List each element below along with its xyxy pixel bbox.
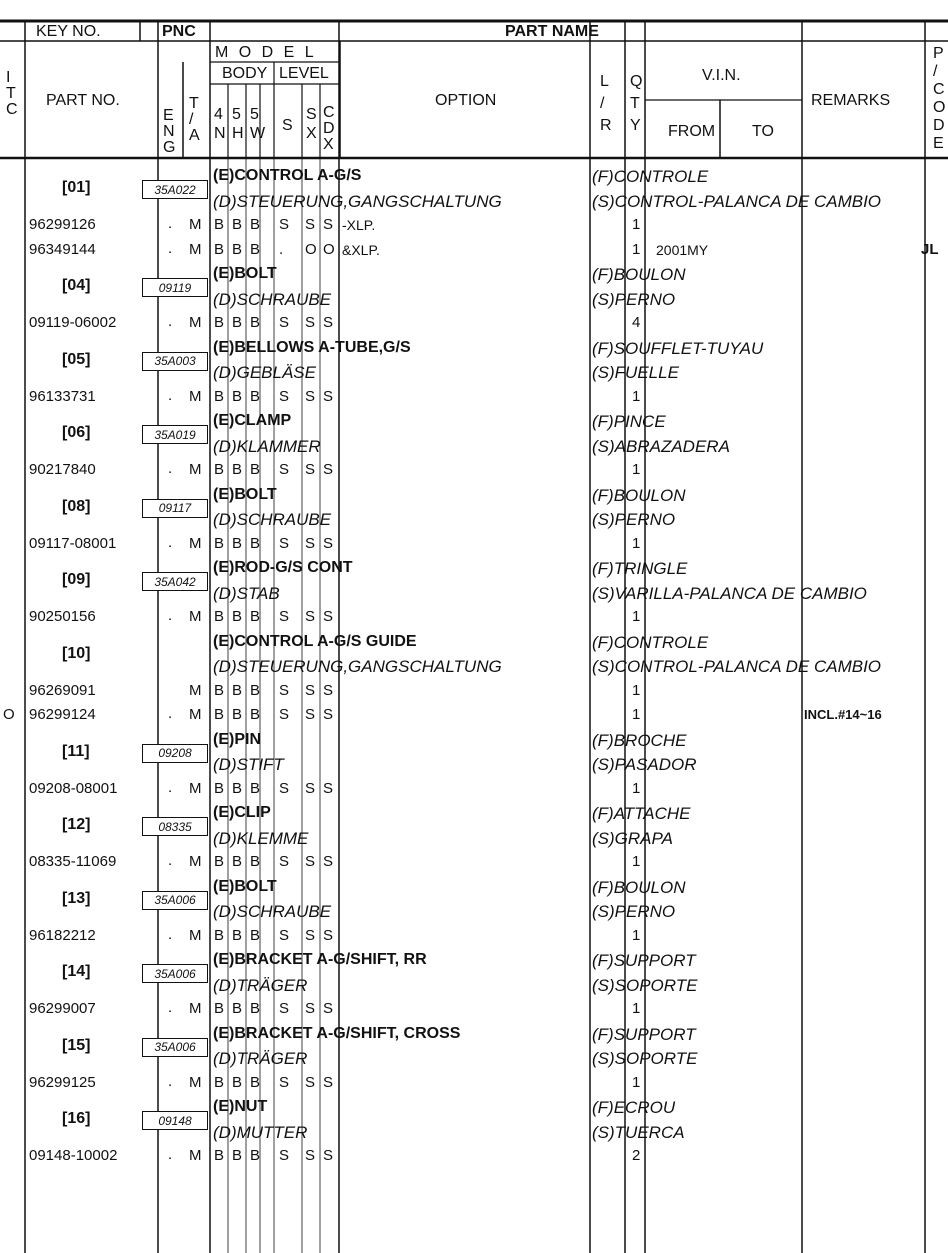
ta-value: M — [189, 216, 202, 233]
pnc-box: 35A019 — [142, 425, 208, 444]
name-f: (F)TRINGLE — [592, 559, 688, 578]
model-value: S — [279, 853, 290, 870]
pcode-value: JL — [921, 240, 939, 258]
level-cdx-header: D — [323, 120, 335, 137]
model-value: S — [305, 706, 316, 723]
ta-value: M — [189, 461, 202, 478]
name-s: (S)TUERCA — [592, 1122, 685, 1142]
remarks-header: REMARKS — [811, 92, 891, 109]
part-number: 96299125 — [29, 1073, 96, 1091]
name-d: (D)MUTTER — [213, 1122, 308, 1142]
part-number: 09117-08001 — [29, 534, 117, 552]
model-value: B — [214, 240, 225, 258]
model-value: S — [323, 534, 334, 552]
model-value: B — [232, 706, 243, 723]
key-number: [05] — [62, 350, 91, 368]
name-e: (E)NUT — [213, 1098, 268, 1115]
model-value: B — [214, 461, 225, 478]
part-no-header: PART NO. — [46, 92, 120, 109]
model-value: B — [250, 779, 261, 797]
qty-value: 1 — [632, 853, 641, 870]
name-e: (E)BELLOWS A-TUBE,G/S — [213, 338, 411, 356]
model-value: B — [250, 1147, 261, 1164]
eng-value: . — [168, 533, 173, 551]
pcode-header: E — [933, 135, 944, 152]
eng-value: . — [168, 778, 173, 796]
name-d: (D)KLAMMER — [213, 436, 321, 456]
name-d: (D)STEUERUNG,GANGSCHALTUNG — [213, 657, 502, 676]
name-s: (S)CONTROL-PALANCA DE CAMBIO — [592, 657, 882, 676]
lr-header: R — [600, 117, 612, 134]
model-value: B — [214, 216, 225, 233]
name-s: (S)VARILLA-PALANCA DE CAMBIO — [592, 583, 867, 603]
model-value: S — [305, 779, 316, 797]
model-value: S — [323, 681, 334, 699]
eng-header: N — [163, 123, 175, 140]
key-number: [10] — [62, 644, 91, 662]
name-f: (F)BOULON — [592, 877, 686, 897]
option-header: OPTION — [435, 92, 497, 109]
qty-header: T — [630, 95, 640, 112]
ta-header: / — [189, 111, 194, 128]
model-value: B — [232, 1147, 243, 1164]
name-d: (D)GEBLÄSE — [213, 363, 316, 382]
itc-header: C — [6, 101, 18, 118]
pcode-header: / — [933, 63, 938, 80]
model-value: S — [279, 1147, 290, 1164]
name-e: (E)PIN — [213, 730, 261, 748]
model-value: B — [214, 314, 225, 331]
key-number: [16] — [62, 1110, 91, 1127]
model-value: S — [305, 1073, 316, 1091]
qty-value: 1 — [632, 1000, 641, 1017]
level-cdx-header: X — [323, 136, 334, 153]
name-f: (F)CONTROLE — [592, 632, 709, 652]
ta-value: M — [189, 706, 202, 723]
ta-value: M — [189, 1147, 202, 1164]
model-value: B — [232, 1000, 243, 1017]
qty-value: 1 — [632, 926, 641, 944]
model-value: S — [305, 216, 316, 233]
eng-value: . — [168, 999, 173, 1016]
pnc-box: 35A042 — [142, 572, 208, 591]
body-col-header: W — [250, 125, 266, 142]
part-number: 90217840 — [29, 461, 96, 478]
key-number: [04] — [62, 277, 91, 294]
name-d: (D)STEUERUNG,GANGSCHALTUNG — [213, 191, 502, 211]
name-e: (E)CONTROL A-G/S GUIDE — [213, 632, 417, 650]
model-value: S — [279, 314, 290, 331]
model-value: B — [250, 926, 261, 944]
model-value: B — [214, 1000, 225, 1017]
model-value: B — [250, 608, 261, 625]
model-value: S — [305, 461, 316, 478]
model-value: B — [214, 681, 225, 699]
part-number: 96349144 — [29, 240, 96, 258]
pcode-header: C — [933, 81, 945, 98]
pnc-box: 09119 — [142, 278, 208, 297]
name-s: (S)FUELLE — [592, 363, 679, 382]
name-d: (D)TRÄGER — [213, 1049, 308, 1068]
eng-value: . — [168, 925, 173, 943]
name-f: (F)PINCE — [592, 412, 666, 431]
eng-value: . — [168, 1146, 173, 1163]
model-value: B — [250, 853, 261, 870]
qty-value: 1 — [632, 461, 641, 478]
model-value: S — [323, 461, 334, 478]
qty-value: 1 — [632, 240, 641, 258]
model-value: S — [323, 779, 334, 797]
lr-header: / — [600, 95, 605, 112]
model-value: B — [214, 853, 225, 870]
key-number: [01] — [62, 179, 91, 196]
model-value: B — [232, 216, 243, 233]
model-value: B — [214, 608, 225, 625]
model-value: S — [305, 681, 316, 699]
model-value: B — [232, 853, 243, 870]
name-e: (E)ROD-G/S CONT — [213, 559, 353, 576]
remarks-value: INCL.#14~16 — [804, 707, 882, 722]
eng-value: . — [168, 215, 173, 232]
name-f: (F)CONTROLE — [592, 167, 709, 186]
model-value: B — [214, 534, 225, 552]
level-s-header: S — [282, 117, 293, 134]
eng-header: G — [163, 139, 176, 156]
model-value: S — [305, 1000, 316, 1017]
name-e: (E)BOLT — [213, 877, 277, 895]
qty-value: 1 — [632, 1073, 641, 1091]
qty-value: 2 — [632, 1147, 641, 1164]
model-value: S — [279, 706, 290, 723]
model-value: B — [232, 314, 243, 331]
itc-flag: O — [3, 706, 15, 723]
model-value: S — [323, 387, 334, 405]
ta-value: M — [189, 926, 202, 944]
model-value: B — [214, 387, 225, 405]
pcode-header: P — [933, 45, 944, 62]
name-f: (F)BOULON — [592, 485, 686, 505]
name-s: (S)SOPORTE — [592, 1049, 698, 1068]
model-value: S — [323, 216, 334, 233]
name-e: (E)CONTROL A-G/S — [213, 167, 362, 184]
name-s: (S)PERNO — [592, 902, 676, 921]
model-header: M O D E L — [215, 44, 317, 61]
ta-header: A — [189, 127, 200, 144]
name-f: (F)SUPPORT — [592, 1024, 696, 1044]
eng-header: E — [163, 107, 174, 124]
pnc-box: 35A022 — [142, 180, 208, 199]
model-value: S — [279, 1073, 290, 1091]
qty-value: 1 — [632, 681, 641, 699]
qty-value: 1 — [632, 534, 641, 552]
ta-header: T — [189, 95, 199, 112]
name-s: (S)PASADOR — [592, 755, 697, 774]
qty-header: Y — [630, 117, 641, 134]
model-value: S — [323, 926, 334, 944]
qty-value: 1 — [632, 216, 641, 233]
name-d: (D)SCHRAUBE — [213, 289, 332, 309]
pnc-box: 35A006 — [142, 891, 208, 910]
model-value: B — [250, 314, 261, 331]
model-value: S — [279, 1000, 290, 1017]
model-value: S — [323, 1073, 334, 1091]
model-value: S — [279, 779, 290, 797]
part-number: 96299126 — [29, 216, 96, 233]
name-e: (E)BRACKET A-G/SHIFT, RR — [213, 951, 427, 968]
body-col-header: H — [232, 125, 244, 142]
model-value: S — [305, 853, 316, 870]
name-s: (S)GRAPA — [592, 828, 673, 848]
part-number: 96182212 — [29, 926, 96, 944]
level-sx-header: S — [306, 106, 317, 123]
name-e: (E)BOLT — [213, 265, 277, 282]
model-value: B — [250, 240, 261, 258]
name-d: (D)STIFT — [213, 755, 284, 774]
model-value: B — [232, 387, 243, 405]
name-f: (F)SUPPORT — [592, 951, 696, 970]
body-col-header: 4 — [214, 106, 223, 123]
model-value: B — [250, 1000, 261, 1017]
body-col-header: N — [214, 125, 226, 142]
qty-header: Q — [630, 73, 643, 90]
model-value: S — [305, 608, 316, 625]
name-d: (D)TRÄGER — [213, 975, 308, 995]
name-e: (E)BOLT — [213, 485, 277, 503]
model-value: B — [250, 681, 261, 699]
part-number: 09119-06002 — [29, 314, 117, 331]
vin-header: V.I.N. — [702, 67, 741, 84]
model-value: B — [250, 387, 261, 405]
name-d: (D)STAB — [213, 583, 280, 603]
model-value: S — [323, 314, 334, 331]
model-value: B — [214, 706, 225, 723]
qty-value: 1 — [632, 779, 641, 797]
name-f: (F)ATTACHE — [592, 804, 691, 823]
model-value: B — [214, 1073, 225, 1091]
model-value: S — [323, 1147, 334, 1164]
key-number: [12] — [62, 816, 91, 833]
key-number: [11] — [62, 742, 90, 760]
eng-value: . — [168, 852, 173, 869]
eng-value: . — [168, 313, 173, 330]
pnc-box: 35A006 — [142, 1038, 208, 1057]
model-value: . — [279, 240, 284, 258]
ta-value: M — [189, 387, 202, 405]
name-s: (S)SOPORTE — [592, 975, 698, 995]
model-value: S — [305, 1147, 316, 1164]
body-col-header: 5 — [250, 106, 259, 123]
ta-value: M — [189, 681, 202, 699]
model-value: S — [305, 314, 316, 331]
body-col-header: 5 — [232, 106, 241, 123]
key-number: [14] — [62, 963, 91, 980]
part-number: 09208-08001 — [29, 779, 118, 797]
pnc-box: 08335 — [142, 817, 208, 836]
model-value: B — [232, 926, 243, 944]
model-value: S — [279, 681, 290, 699]
level-header: LEVEL — [279, 65, 329, 82]
ta-value: M — [189, 314, 202, 331]
model-value: B — [232, 461, 243, 478]
model-value: B — [214, 1147, 225, 1164]
model-value: B — [250, 461, 261, 478]
name-s: (S)PERNO — [592, 510, 676, 529]
pnc-box: 09148 — [142, 1111, 208, 1130]
pnc-box: 35A003 — [142, 352, 208, 371]
eng-value: . — [168, 607, 173, 624]
ta-value: M — [189, 779, 202, 797]
model-value: S — [305, 534, 316, 552]
name-e: (E)CLIP — [213, 804, 271, 821]
key-number: [13] — [62, 889, 91, 907]
level-cdx-header: C — [323, 104, 335, 121]
name-f: (F)ECROU — [592, 1098, 676, 1117]
part-number: 96299007 — [29, 1000, 96, 1017]
pnc-box: 35A006 — [142, 964, 208, 983]
to-header: TO — [752, 123, 774, 140]
model-value: B — [250, 534, 261, 552]
model-value: B — [232, 534, 243, 552]
model-value: S — [323, 608, 334, 625]
pnc-header: PNC — [162, 23, 196, 40]
model-value: B — [232, 1073, 243, 1091]
name-d: (D)KLEMME — [213, 828, 309, 848]
model-value: S — [279, 926, 290, 944]
itc-header: I — [6, 69, 11, 86]
part-number: 90250156 — [29, 608, 96, 625]
name-s: (S)PERNO — [592, 289, 676, 309]
name-d: (D)SCHRAUBE — [213, 510, 332, 529]
pnc-box: 09208 — [142, 744, 208, 763]
name-f: (F)BOULON — [592, 265, 686, 284]
body-header: BODY — [222, 65, 268, 82]
key-number: [08] — [62, 497, 91, 515]
model-value: B — [250, 1073, 261, 1091]
name-e: (E)BRACKET A-G/SHIFT, CROSS — [213, 1024, 461, 1042]
model-value: B — [232, 779, 243, 797]
eng-value: . — [168, 705, 173, 722]
ta-value: M — [189, 534, 202, 552]
model-value: B — [232, 681, 243, 699]
model-value: S — [323, 1000, 334, 1017]
vin-from-value: 2001MY — [656, 241, 709, 258]
key-number: [06] — [62, 424, 91, 441]
part-number: 09148-10002 — [29, 1147, 118, 1164]
model-value: O — [323, 240, 335, 258]
name-e: (E)CLAMP — [213, 412, 292, 429]
level-sx-header: X — [306, 125, 317, 142]
ta-value: M — [189, 853, 202, 870]
part-name-header: PART NAME — [505, 23, 599, 40]
model-value: S — [305, 926, 316, 944]
name-d: (D)SCHRAUBE — [213, 902, 332, 921]
from-header: FROM — [668, 123, 716, 140]
option-value: &XLP. — [342, 241, 380, 258]
qty-value: 1 — [632, 387, 641, 405]
qty-value: 1 — [632, 706, 641, 723]
model-value: B — [250, 706, 261, 723]
eng-value: . — [168, 239, 173, 257]
key-no-header: KEY NO. — [36, 23, 101, 40]
pcode-header: D — [933, 117, 945, 134]
model-value: S — [279, 387, 290, 405]
part-number: 08335-11069 — [29, 853, 117, 870]
name-f: (F)BROCHE — [592, 730, 687, 750]
lr-header: L — [600, 73, 609, 90]
part-number: 96269091 — [29, 681, 96, 699]
model-value: S — [279, 216, 290, 233]
ta-value: M — [189, 240, 202, 258]
model-value: B — [250, 216, 261, 233]
model-value: S — [323, 853, 334, 870]
model-value: B — [214, 779, 225, 797]
model-value: S — [279, 461, 290, 478]
itc-header: T — [6, 85, 16, 102]
name-s: (S)ABRAZADERA — [592, 436, 730, 456]
model-value: B — [232, 240, 243, 258]
qty-value: 1 — [632, 608, 641, 625]
model-value: S — [305, 387, 316, 405]
name-s: (S)CONTROL-PALANCA DE CAMBIO — [592, 191, 882, 211]
part-number: 96133731 — [29, 387, 96, 405]
model-value: O — [305, 240, 317, 258]
ta-value: M — [189, 608, 202, 625]
eng-value: . — [168, 1072, 173, 1090]
name-f: (F)SOUFFLET-TUYAU — [592, 338, 764, 358]
pcode-header: O — [933, 99, 946, 116]
model-value: S — [279, 534, 290, 552]
qty-value: 4 — [632, 314, 641, 331]
eng-value: . — [168, 460, 173, 477]
model-value: S — [323, 706, 334, 723]
model-value: B — [214, 926, 225, 944]
part-number: 96299124 — [29, 706, 96, 723]
ta-value: M — [189, 1000, 202, 1017]
key-number: [09] — [62, 571, 91, 588]
model-value: B — [232, 608, 243, 625]
pnc-box: 09117 — [142, 499, 208, 518]
eng-value: . — [168, 386, 173, 404]
key-number: [15] — [62, 1036, 91, 1054]
option-value: -XLP. — [342, 217, 376, 233]
ta-value: M — [189, 1073, 202, 1091]
model-value: S — [279, 608, 290, 625]
